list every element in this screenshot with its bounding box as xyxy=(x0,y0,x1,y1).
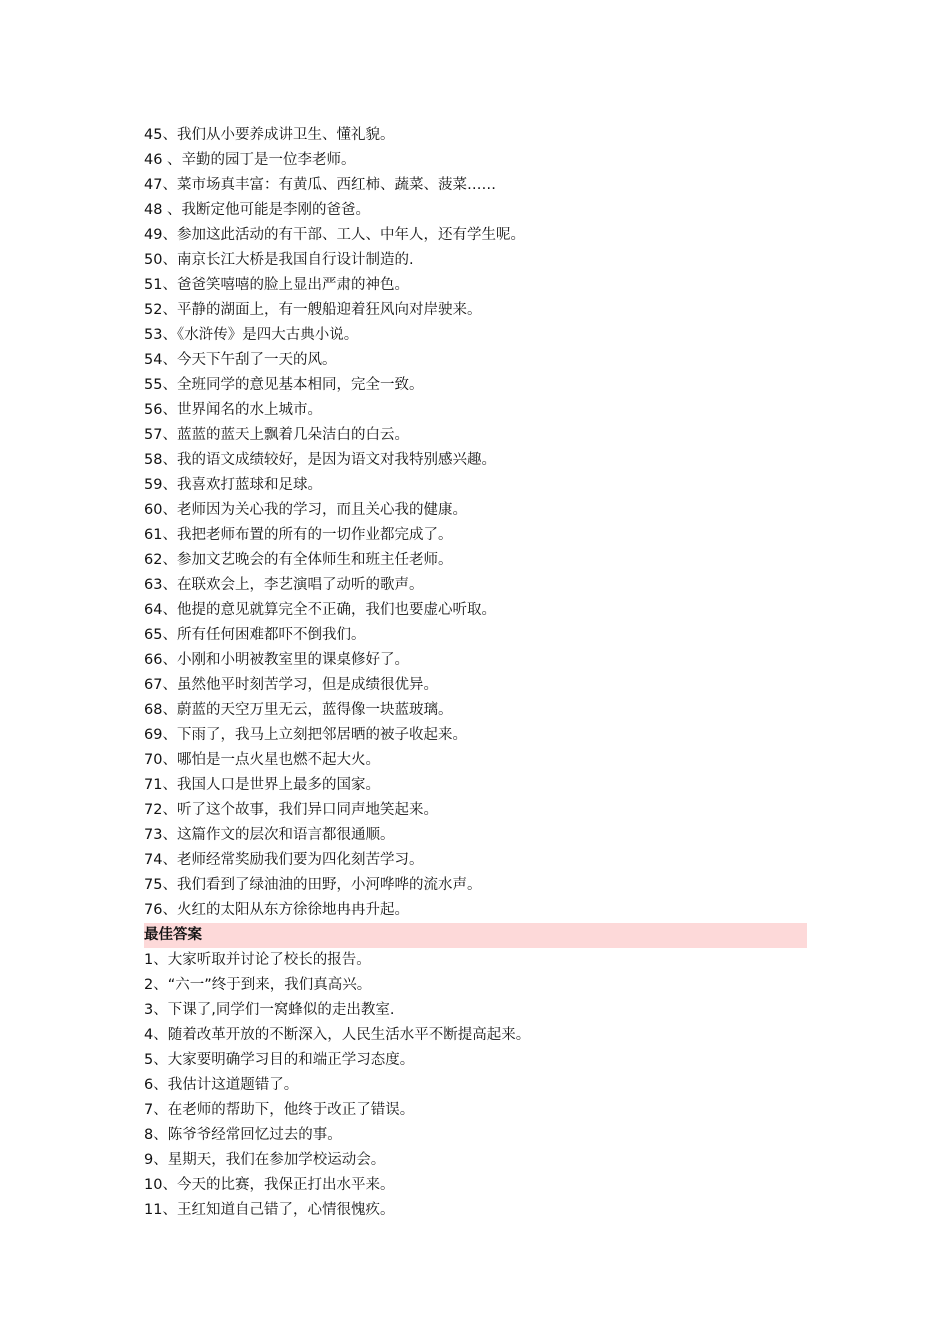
question-line: 49、参加这此活动的有干部、工人、中年人，还有学生呢。 xyxy=(144,227,525,243)
answer-line: 5、大家要明确学习目的和端正学习态度。 xyxy=(144,1052,415,1068)
answer-line: 11、王红知道自己错了，心情很愧疚。 xyxy=(144,1202,395,1218)
question-line: 55、全班同学的意见基本相同，完全一致。 xyxy=(144,377,424,393)
question-line: 56、世界闻名的水上城市。 xyxy=(144,402,322,418)
question-line: 60、老师因为关心我的学习，而且关心我的健康。 xyxy=(144,502,467,518)
question-line: 71、我国人口是世界上最多的国家。 xyxy=(144,777,380,793)
question-line: 62、参加文艺晚会的有全体师生和班主任老师。 xyxy=(144,552,453,568)
question-line: 59、我喜欢打蓝球和足球。 xyxy=(144,477,322,493)
question-line: 46 、辛勤的园丁是一位李老师。 xyxy=(144,152,356,168)
question-list xyxy=(144,123,807,923)
question-line: 69、下雨了，我马上立刻把邻居晒的被子收起来。 xyxy=(144,727,467,743)
question-line: 64、他提的意见就算完全不正确，我们也要虚心听取。 xyxy=(144,602,496,618)
question-line: 51、爸爸笑嘻嘻的脸上显出严肃的神色。 xyxy=(144,277,409,293)
question-line: 58、我的语文成绩较好，是因为语文对我特别感兴趣。 xyxy=(144,452,496,468)
question-line: 72、听了这个故事，我们异口同声地笑起来。 xyxy=(144,802,438,818)
answer-line: 9、星期天，我们在参加学校运动会。 xyxy=(144,1152,386,1168)
question-line: 65、所有任何困难都吓不倒我们。 xyxy=(144,627,366,643)
answer-line: 10、今天的比赛，我保正打出水平来。 xyxy=(144,1177,395,1193)
answer-heading: 最佳答案 xyxy=(144,923,807,948)
question-line: 61、我把老师布置的所有的一切作业都完成了。 xyxy=(144,527,453,543)
answer-list xyxy=(144,948,807,1223)
question-line: 76、火红的太阳从东方徐徐地冉冉升起。 xyxy=(144,902,409,918)
question-line: 54、今天下午刮了一天的风。 xyxy=(144,352,337,368)
answer-line: 3、下课了,同学们一窝蜂似的走出教室. xyxy=(144,1002,395,1018)
question-line: 68、蔚蓝的天空万里无云，蓝得像一块蓝玻璃。 xyxy=(144,702,453,718)
question-line: 45、我们从小要养成讲卫生、懂礼貌。 xyxy=(144,127,395,143)
answer-line: 8、陈爷爷经常回忆过去的事。 xyxy=(144,1127,342,1143)
question-line: 67、虽然他平时刻苦学习，但是成绩很优异。 xyxy=(144,677,438,693)
question-line: 73、这篇作文的层次和语言都很通顺。 xyxy=(144,827,395,843)
question-line: 48 、我断定他可能是李刚的爸爸。 xyxy=(144,202,371,218)
question-line: 63、在联欢会上，李艺演唱了动听的歌声。 xyxy=(144,577,424,593)
question-line: 57、蓝蓝的蓝天上飘着几朵洁白的白云。 xyxy=(144,427,409,443)
question-line: 50、南京长江大桥是我国自行设计制造的. xyxy=(144,252,414,268)
document-page xyxy=(144,123,807,1223)
question-line: 52、平静的湖面上，有一艘船迎着狂风向对岸驶来。 xyxy=(144,302,482,318)
answer-line: 4、随着改革开放的不断深入，人民生活水平不断提高起来。 xyxy=(144,1027,531,1043)
question-line: 75、我们看到了绿油油的田野，小河哗哗的流水声。 xyxy=(144,877,482,893)
question-line: 53、《水浒传》是四大古典小说。 xyxy=(144,327,359,343)
answer-line: 7、在老师的帮助下，他终于改正了错误。 xyxy=(144,1102,415,1118)
question-line: 70、哪怕是一点火星也燃不起大火。 xyxy=(144,752,380,768)
answer-line: 6、我估计这道题错了。 xyxy=(144,1077,299,1093)
question-line: 66、小刚和小明被教室里的课桌修好了。 xyxy=(144,652,409,668)
question-line: 47、菜市场真丰富：有黄瓜、西红柿、蔬菜、菠菜…… xyxy=(144,177,496,193)
answer-line: 2、“六一”终于到来，我们真高兴。 xyxy=(144,977,372,993)
answer-line: 1、大家听取并讨论了校长的报告。 xyxy=(144,952,371,968)
question-line: 74、老师经常奖励我们要为四化刻苦学习。 xyxy=(144,852,424,868)
